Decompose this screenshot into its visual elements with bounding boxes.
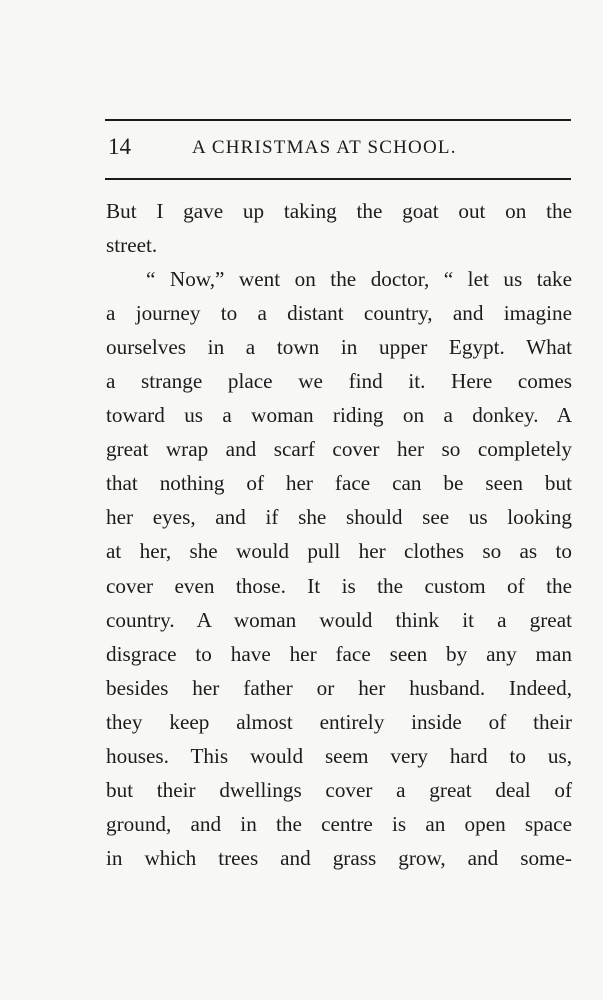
text-line: “ Now,” went on the doctor, “ let us take: [146, 267, 572, 292]
header-top-rule: [105, 119, 571, 121]
text-line: ourselves in a town in upper Egypt. What: [106, 335, 572, 360]
header-bottom-rule: [105, 178, 571, 180]
text-line: at her, she would pull her clothes so as to: [106, 539, 572, 564]
body-text: [106, 194, 572, 875]
text-line: but their dwellings cover a great deal of: [106, 777, 572, 802]
text-line: her eyes, and if she should see us looking: [106, 505, 572, 530]
text-line: cover even those. It is the custom of the: [106, 573, 572, 598]
text-line: a strange place we find it. Here comes: [106, 369, 572, 394]
text-line: besides her father or her husband. Indeed,: [106, 675, 572, 700]
text-line: disgrace to have her face seen by any man: [106, 641, 572, 666]
page-number: 14: [108, 134, 131, 159]
text-line: country. A woman would think it a great: [106, 607, 572, 632]
running-header: [105, 132, 571, 168]
running-title: A CHRISTMAS AT SCHOOL.: [192, 137, 457, 158]
text-line: they keep almost entirely inside of their: [106, 709, 572, 734]
text-line: toward us a woman riding on a donkey. A: [106, 403, 572, 428]
text-line: a journey to a distant country, and imagine: [106, 301, 572, 326]
text-line: But I gave up taking the goat out on the: [106, 199, 572, 223]
text-line: ground, and in the centre is an open space: [106, 811, 572, 836]
text-line: great wrap and scarf cover her so completely: [106, 437, 572, 462]
text-line: that nothing of her face can be seen but: [106, 471, 572, 496]
text-line: houses. This would seem very hard to us,: [106, 743, 572, 768]
text-line: in which trees and grass grow, and some-: [106, 845, 572, 870]
text-line: street.: [106, 233, 158, 258]
